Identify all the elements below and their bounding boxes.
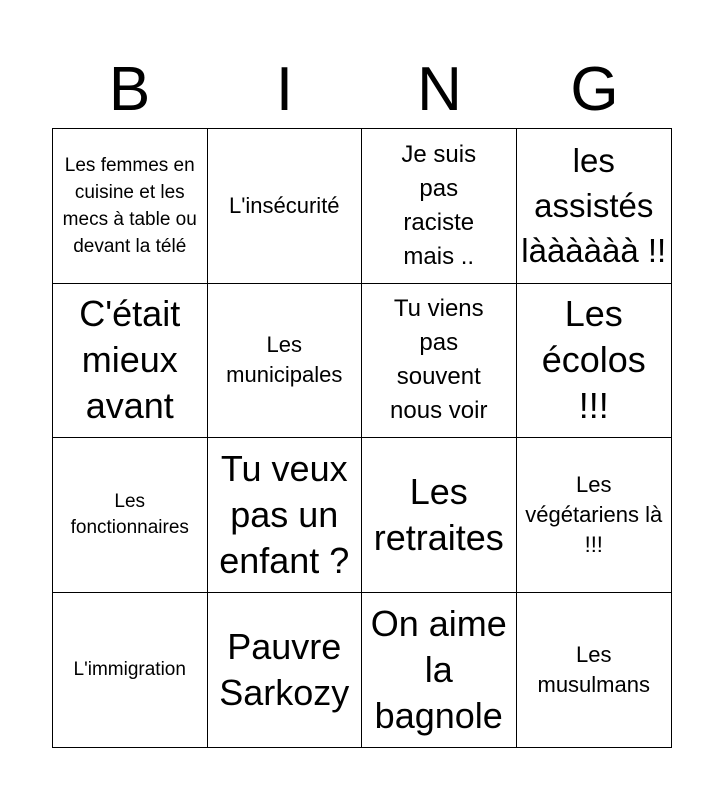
cell-text: Les fonctionnaires — [70, 490, 189, 538]
bingo-cell[interactable] — [362, 438, 517, 593]
cell-text: Les retraites — [373, 470, 504, 558]
cell-text: Les municipales — [226, 332, 343, 388]
cell-text: Les végétariens là !!! — [525, 471, 663, 557]
bingo-grid — [52, 128, 672, 748]
cell-text: Les musulmans — [537, 641, 650, 697]
bingo-cell[interactable] — [208, 284, 363, 439]
bingo-cell[interactable] — [362, 593, 517, 748]
bingo-cell[interactable] — [53, 284, 208, 439]
bingo-cell[interactable] — [53, 438, 208, 593]
bingo-cell[interactable] — [517, 284, 672, 439]
cell-text: C'était mieux avant — [79, 293, 181, 427]
bingo-header — [52, 52, 672, 128]
header-letter-g: G — [570, 55, 619, 124]
bingo-cell[interactable] — [53, 593, 208, 748]
bingo-cell[interactable] — [208, 593, 363, 748]
cell-text: On aime la bagnole — [370, 602, 507, 736]
cell-text: Pauvre Sarkozy — [219, 625, 350, 713]
cell-text: Les écolos !!! — [541, 293, 646, 427]
cell-text: Je suis pas raciste mais .. — [401, 140, 477, 270]
header-letter-b: B — [108, 55, 151, 124]
header-letter-n: N — [417, 55, 462, 124]
bingo-cell[interactable] — [53, 129, 208, 284]
bingo-cell[interactable] — [517, 438, 672, 593]
bingo-cell[interactable] — [517, 129, 672, 284]
bingo-cell[interactable] — [517, 593, 672, 748]
bingo-cell[interactable] — [208, 438, 363, 593]
bingo-cell[interactable] — [362, 129, 517, 284]
cell-text: Tu veux pas un enfant ? — [219, 447, 350, 581]
bingo-cell[interactable] — [208, 129, 363, 284]
cell-text: L'insécurité — [228, 192, 340, 218]
cell-text: Les femmes en cuisine et les mecs à table ou devant la télé — [62, 154, 197, 257]
cell-text: les assistés làààààà !! — [521, 142, 667, 270]
cell-text: L'immigration — [73, 658, 186, 680]
cell-text: Tu viens pas souvent nous voir — [390, 295, 488, 425]
bingo-cell[interactable] — [362, 284, 517, 439]
header-letter-i: I — [275, 55, 294, 124]
